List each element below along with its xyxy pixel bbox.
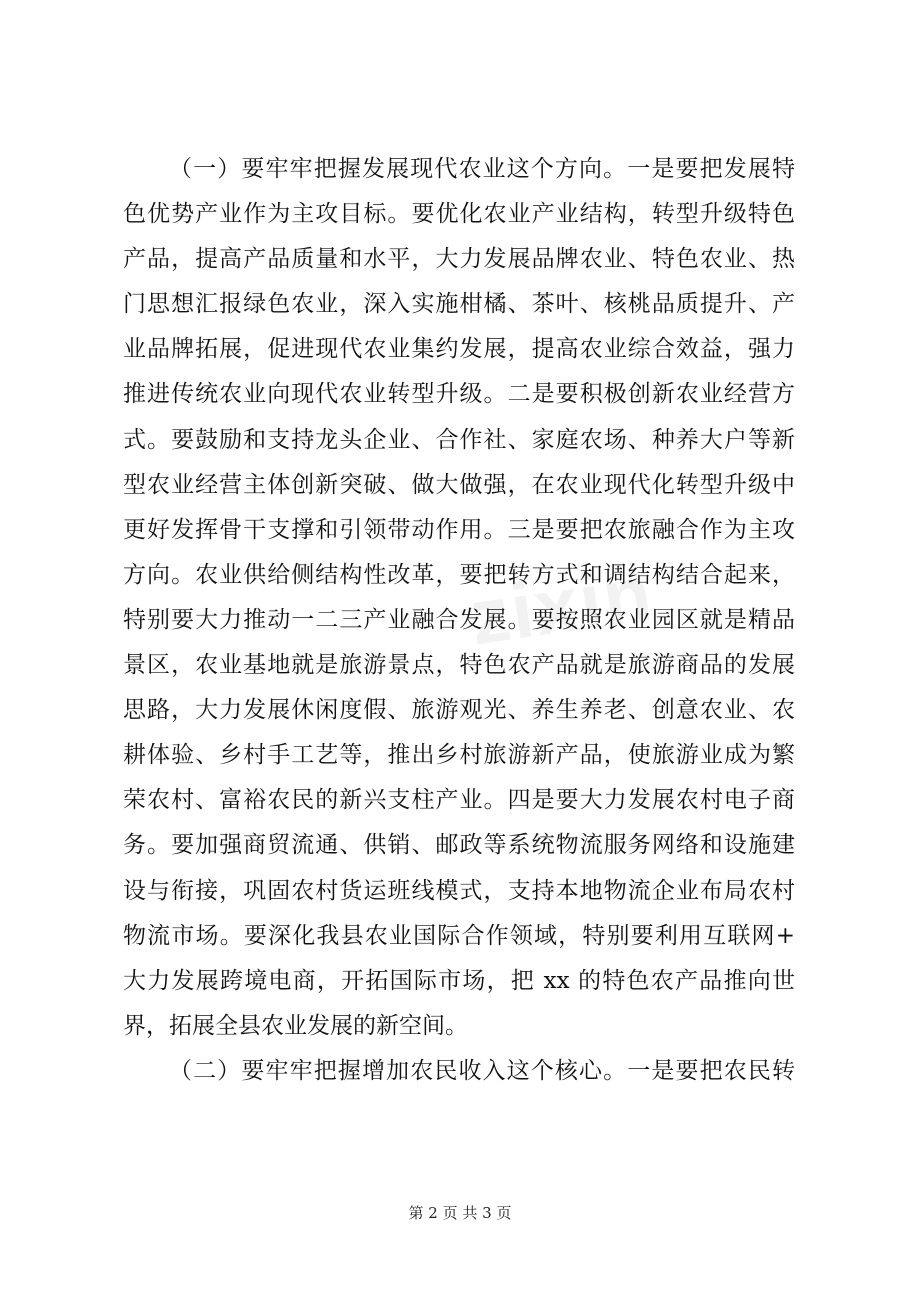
paragraph-line: 业品牌拓展，促进现代农业集约发展，提高农业综合效益，强力 xyxy=(123,336,795,363)
paragraph-line: 产品，提高产品质量和水平，大力发展品牌农业、特色农业、热 xyxy=(123,246,795,273)
paragraph-line: 大力发展跨境电商，开拓国际市场，把 xx 的特色农产品推向世 xyxy=(123,967,795,994)
paragraph-line: 耕体验、乡村手工艺等，推出乡村旅游新产品，使旅游业成为繁 xyxy=(123,742,795,769)
paragraph-line: 景区，农业基地就是旅游景点，特色农产品就是旅游商品的发展 xyxy=(123,652,795,679)
paragraph-line: 门思想汇报绿色农业，深入实施柑橘、茶叶、核桃品质提升、产 xyxy=(123,291,795,318)
paragraph-line: 色优势产业作为主攻目标。要优化农业产业结构，转型升级特色 xyxy=(123,201,795,228)
paragraph-line: 式。要鼓励和支持龙头企业、合作社、家庭农场、种养大户等新 xyxy=(123,426,795,453)
paragraph-line: （一）要牢牢把握发展现代农业这个方向。一是要把发展特 xyxy=(169,156,795,182)
paragraph-line: 推进传统农业向现代农业转型升级。二是要积极创新农业经营方 xyxy=(123,381,795,408)
document-body xyxy=(123,147,795,1094)
paragraph-line: 务。要加强商贸流通、供销、邮政等系统物流服务网络和设施建 xyxy=(123,832,795,859)
paragraph-line: 设与衔接，巩固农村货运班线模式，支持本地物流企业布局农村 xyxy=(123,877,795,904)
paragraph-line: 物流市场。要深化我县农业国际合作领域，特别要利用互联网+ xyxy=(123,922,795,949)
paragraph-line: 方向。农业供给侧结构性改革，要把转方式和调结构结合起来， xyxy=(123,561,795,588)
paragraph-line: 更好发挥骨干支撑和引领带动作用。三是要把农旅融合作为主攻 xyxy=(123,516,795,543)
watermark: zixin xyxy=(464,548,659,662)
paragraph-line: 思路，大力发展休闲度假、旅游观光、养生养老、创意农业、农 xyxy=(123,697,795,724)
page-footer: 第 2 页 共 3 页 xyxy=(408,1204,512,1222)
paragraph-line: 荣农村、富裕农民的新兴支柱产业。四是要大力发展农村电子商 xyxy=(123,787,795,814)
paragraph-line: （二）要牢牢把握增加农民收入这个核心。一是要把农民转 xyxy=(169,1057,795,1084)
paragraph-line: 界，拓展全县农业发展的新空间。 xyxy=(123,1012,468,1039)
paragraph-line: 特别要大力推动一二三产业融合发展。要按照农业园区就是精品 xyxy=(123,606,795,633)
paragraph-line: 型农业经营主体创新突破、做大做强，在农业现代化转型升级中 xyxy=(123,471,795,498)
